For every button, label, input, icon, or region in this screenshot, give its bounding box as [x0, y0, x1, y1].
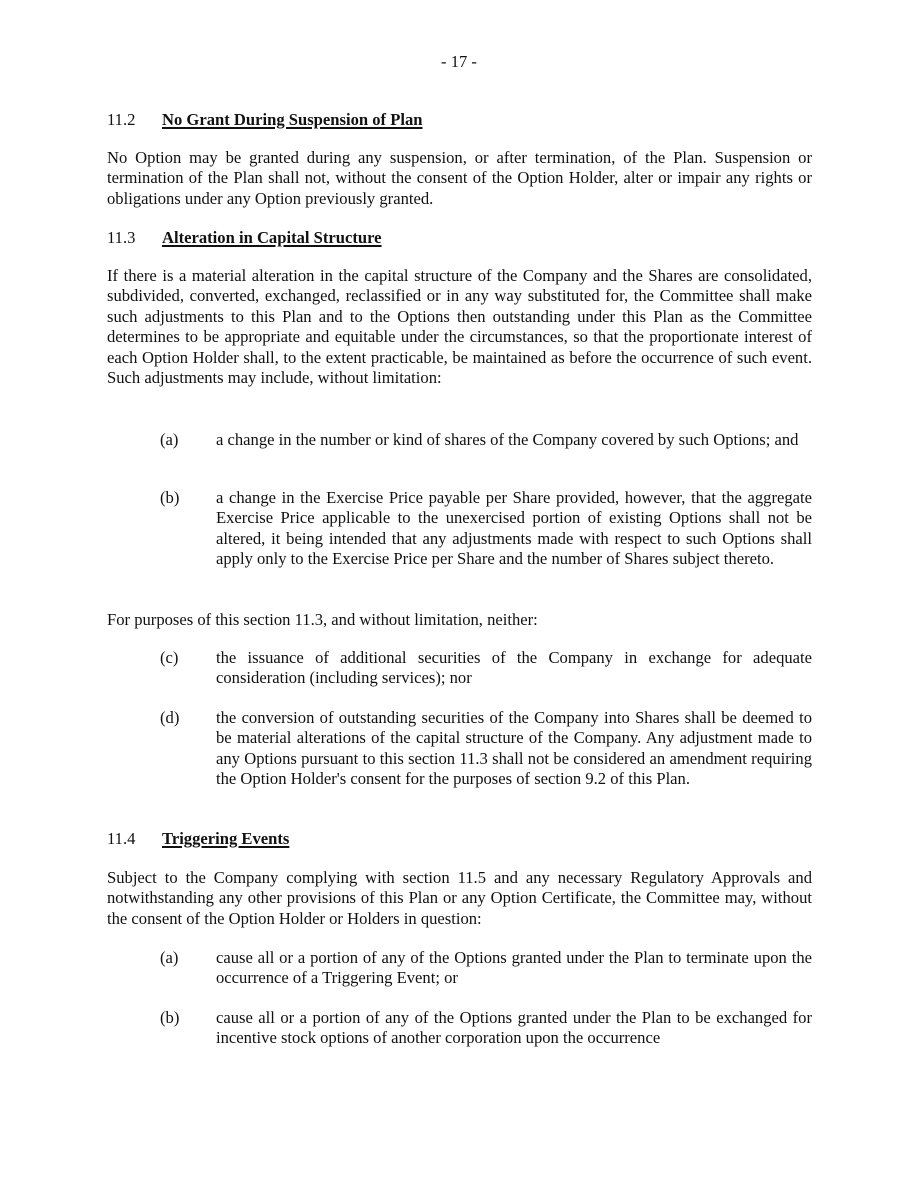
section-paragraph: No Option may be granted during any suspension, or after termination, of the Plan. Suspension or termination of the Plan shall not, without the consent of the Option Holder, alter or impair any rights or obligations under any Option previously granted.: [107, 148, 812, 208]
list-item-text: cause all or a portion of any of the Options granted under the Plan to terminate upon the occurrence of a Triggering Event; or: [216, 948, 812, 988]
list-item-label: (d): [160, 708, 180, 727]
list-item-b: [160, 1008, 812, 1049]
list-item-label: (b): [160, 1008, 180, 1027]
list-item-label: (c): [160, 648, 179, 667]
section-intro-paragraph: If there is a material alteration in the capital structure of the Company and the Shares are consolidated, subdivided, converted, exchanged, reclassified or in any way substituted for, the Committee shall make such adjustments to this Plan and to the Options then outstanding under this Plan as the Committee determines to be appropriate and equitable under the circumstances, so that the proportionate interest of each Option Holder shall, to the extent practicable, be maintained as before the occurrence of such event. Such adjustments may include, without limitation:: [107, 266, 812, 388]
list-item-c: [160, 648, 812, 689]
section-heading-11-2: [107, 110, 812, 130]
list-item-text: cause all or a portion of any of the Options granted under the Plan to be exchanged for incentive stock options of another corporation upon the occurrence: [216, 1008, 812, 1048]
section-title: Alteration in Capital Structure: [162, 228, 382, 247]
list-item-text: a change in the Exercise Price payable per Share provided, however, that the aggregate Exercise Price applicable to the unexercised portion of existing Options shall not be altered, it being intended that any adjustments made with respect to such Options shall apply only to the Exercise Price per Share and the number of Shares subject thereto.: [216, 488, 812, 569]
list-item-d: [160, 708, 812, 790]
list-item-text: the conversion of outstanding securities of the Company into Shares shall be deemed to be material alterations of the capital structure of the Company. Any adjustment made to any Options pursuant to this section 11.3 shall not be considered an amendment requiring the Option Holder's consent for the purposes of section 9.2 of this Plan.: [216, 708, 812, 789]
list-item-label: (a): [160, 430, 179, 449]
list-item-b: [160, 488, 812, 570]
page-number: - 17 -: [441, 52, 477, 71]
section-number: 11.4: [107, 829, 136, 848]
section-title: Triggering Events: [162, 829, 290, 848]
list-item-label: (b): [160, 488, 180, 507]
section-heading-11-4: [107, 829, 812, 849]
list-item-text: a change in the number or kind of shares of the Company covered by such Options; and: [216, 430, 799, 449]
section-number: 11.3: [107, 228, 136, 247]
list-item-a: [160, 948, 812, 989]
list-item-label: (a): [160, 948, 179, 967]
list-item-a: [160, 430, 812, 450]
section-number: 11.2: [107, 110, 136, 129]
section-intro-paragraph: Subject to the Company complying with section 11.5 and any necessary Regulatory Approvals and notwithstanding any other provisions of this Plan or any Option Certificate, the Committee may, without the consent of the Option Holder or Holders in question:: [107, 868, 812, 928]
section-title: No Grant During Suspension of Plan: [162, 110, 423, 129]
section-middle-paragraph: For purposes of this section 11.3, and without limitation, neither:: [107, 610, 538, 629]
list-item-text: the issuance of additional securities of the Company in exchange for adequate consideration (including services); nor: [216, 648, 812, 688]
section-heading-11-3: [107, 228, 812, 248]
